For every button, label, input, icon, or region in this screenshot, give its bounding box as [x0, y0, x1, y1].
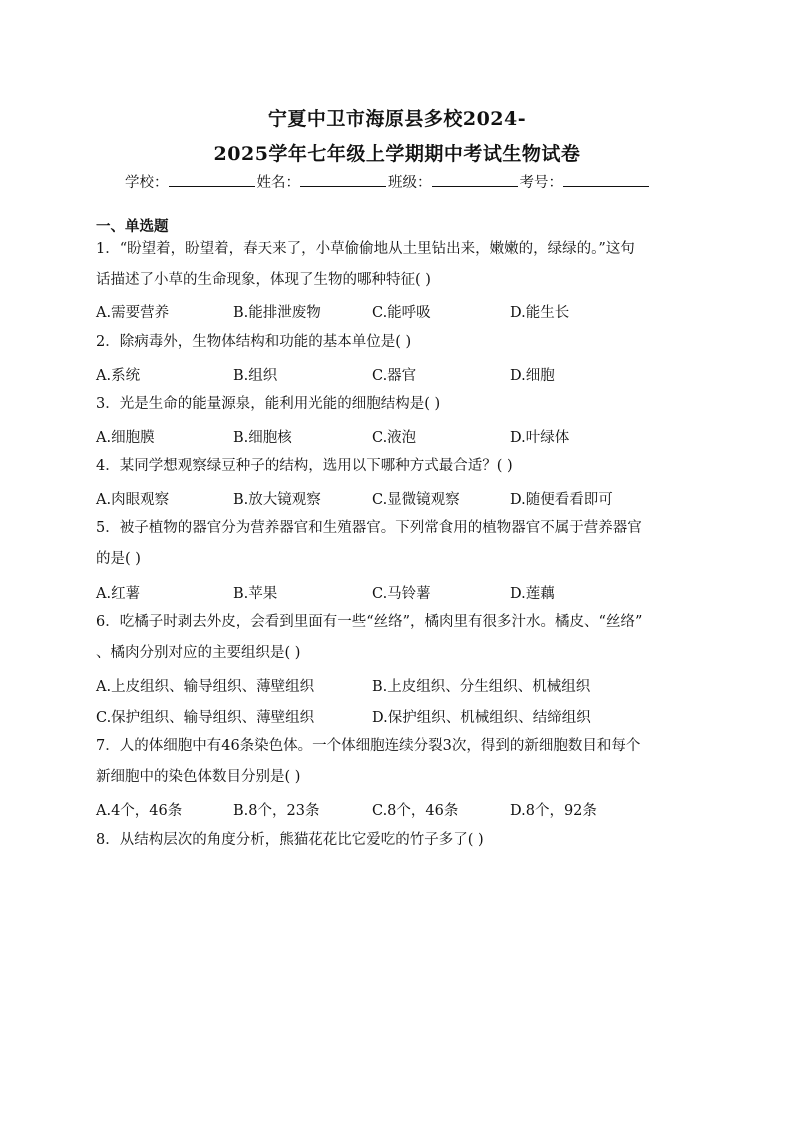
option-b[interactable]: B.8个，23条	[233, 803, 320, 819]
exam-title-line-1: 宁夏中卫市海原县多校2024-	[267, 108, 527, 130]
option-d[interactable]: D.莲藕	[510, 586, 555, 602]
name-blank[interactable]	[300, 172, 386, 187]
question-2	[96, 327, 700, 358]
question-line: 新细胞中的染色体数目分别是( )	[96, 769, 301, 785]
class-blank[interactable]	[432, 172, 518, 187]
name-label: 姓名：	[256, 175, 300, 191]
option-a[interactable]: A.4个，46条	[96, 803, 183, 819]
option-d[interactable]: D.保护组织、机械组织、结缔组织	[372, 710, 591, 726]
school-label: 学校：	[125, 175, 169, 191]
option-d[interactable]: D.随便看看即可	[510, 492, 613, 508]
question-line: 1．“盼望着，盼望着，春天来了，小草偷偷地从土里钻出来，嫩嫩的，绿绿的。”这句	[96, 241, 635, 257]
option-b[interactable]: B.能排泄废物	[233, 305, 321, 321]
question-8	[96, 825, 700, 856]
option-d[interactable]: D.8个，92条	[510, 803, 597, 819]
question-line: 8．从结构层次的角度分析，熊猫花花比它爱吃的竹子多了( )	[96, 832, 484, 848]
question-line: 话描述了小草的生命现象，体现了生物的哪种特征( )	[96, 272, 431, 288]
question-4	[96, 451, 700, 482]
number-blank[interactable]	[563, 172, 649, 187]
option-a[interactable]: A.系统	[96, 368, 141, 384]
option-a[interactable]: A.上皮组织、输导组织、薄壁组织	[96, 679, 315, 695]
student-info-row	[125, 171, 651, 192]
option-b[interactable]: B.苹果	[233, 586, 278, 602]
option-c[interactable]: C.液泡	[372, 430, 417, 446]
class-label: 班级：	[388, 175, 432, 191]
option-b[interactable]: B.细胞核	[233, 430, 292, 446]
question-7	[96, 731, 700, 793]
question-line: 6．吃橘子时剥去外皮，会看到里面有一些“丝络”，橘肉里有很多汁水。橘皮、“丝络”	[96, 614, 643, 630]
question-line: 7．人的体细胞中有46条染色体。一个体细胞连续分裂3次，得到的新细胞数目和每个	[96, 738, 641, 754]
school-blank[interactable]	[169, 172, 255, 187]
section-title: 一、单选题	[96, 218, 169, 235]
option-c[interactable]: C.器官	[372, 368, 417, 384]
question-line: 的是( )	[96, 551, 141, 567]
option-d[interactable]: D.能生长	[510, 305, 570, 321]
question-6	[96, 607, 700, 669]
option-c[interactable]: C.马铃薯	[372, 586, 431, 602]
option-a[interactable]: A.肉眼观察	[96, 492, 170, 508]
option-c[interactable]: C.保护组织、输导组织、薄壁组织	[96, 710, 315, 726]
question-line: 3．光是生命的能量源泉，能利用光能的细胞结构是( )	[96, 396, 441, 412]
option-c[interactable]: C.显微镜观察	[372, 492, 460, 508]
question-line: 5．被子植物的器官分为营养器官和生殖器官。下列常食用的植物器官不属于营养器官	[96, 520, 642, 536]
option-b[interactable]: B.上皮组织、分生组织、机械组织	[372, 679, 591, 695]
option-c[interactable]: C.8个，46条	[372, 803, 459, 819]
number-label: 考号：	[519, 175, 563, 191]
exam-title-line-2: 2025学年七年级上学期期中考试生物试卷	[213, 143, 581, 165]
option-a[interactable]: A.红薯	[96, 586, 141, 602]
question-3	[96, 389, 700, 420]
option-d[interactable]: D.细胞	[510, 368, 555, 384]
option-a[interactable]: A.细胞膜	[96, 430, 155, 446]
option-b[interactable]: B.放大镜观察	[233, 492, 321, 508]
option-c[interactable]: C.能呼吸	[372, 305, 431, 321]
option-a[interactable]: A.需要营养	[96, 305, 170, 321]
question-1	[96, 234, 700, 296]
question-line: 4．某同学想观察绿豆种子的结构，选用以下哪种方式最合适？( )	[96, 458, 513, 474]
option-b[interactable]: B.组织	[233, 368, 278, 384]
question-line: 、橘肉分别对应的主要组织是( )	[96, 645, 301, 661]
question-5	[96, 513, 700, 575]
option-d[interactable]: D.叶绿体	[510, 430, 570, 446]
question-line: 2．除病毒外，生物体结构和功能的基本单位是( )	[96, 334, 412, 350]
